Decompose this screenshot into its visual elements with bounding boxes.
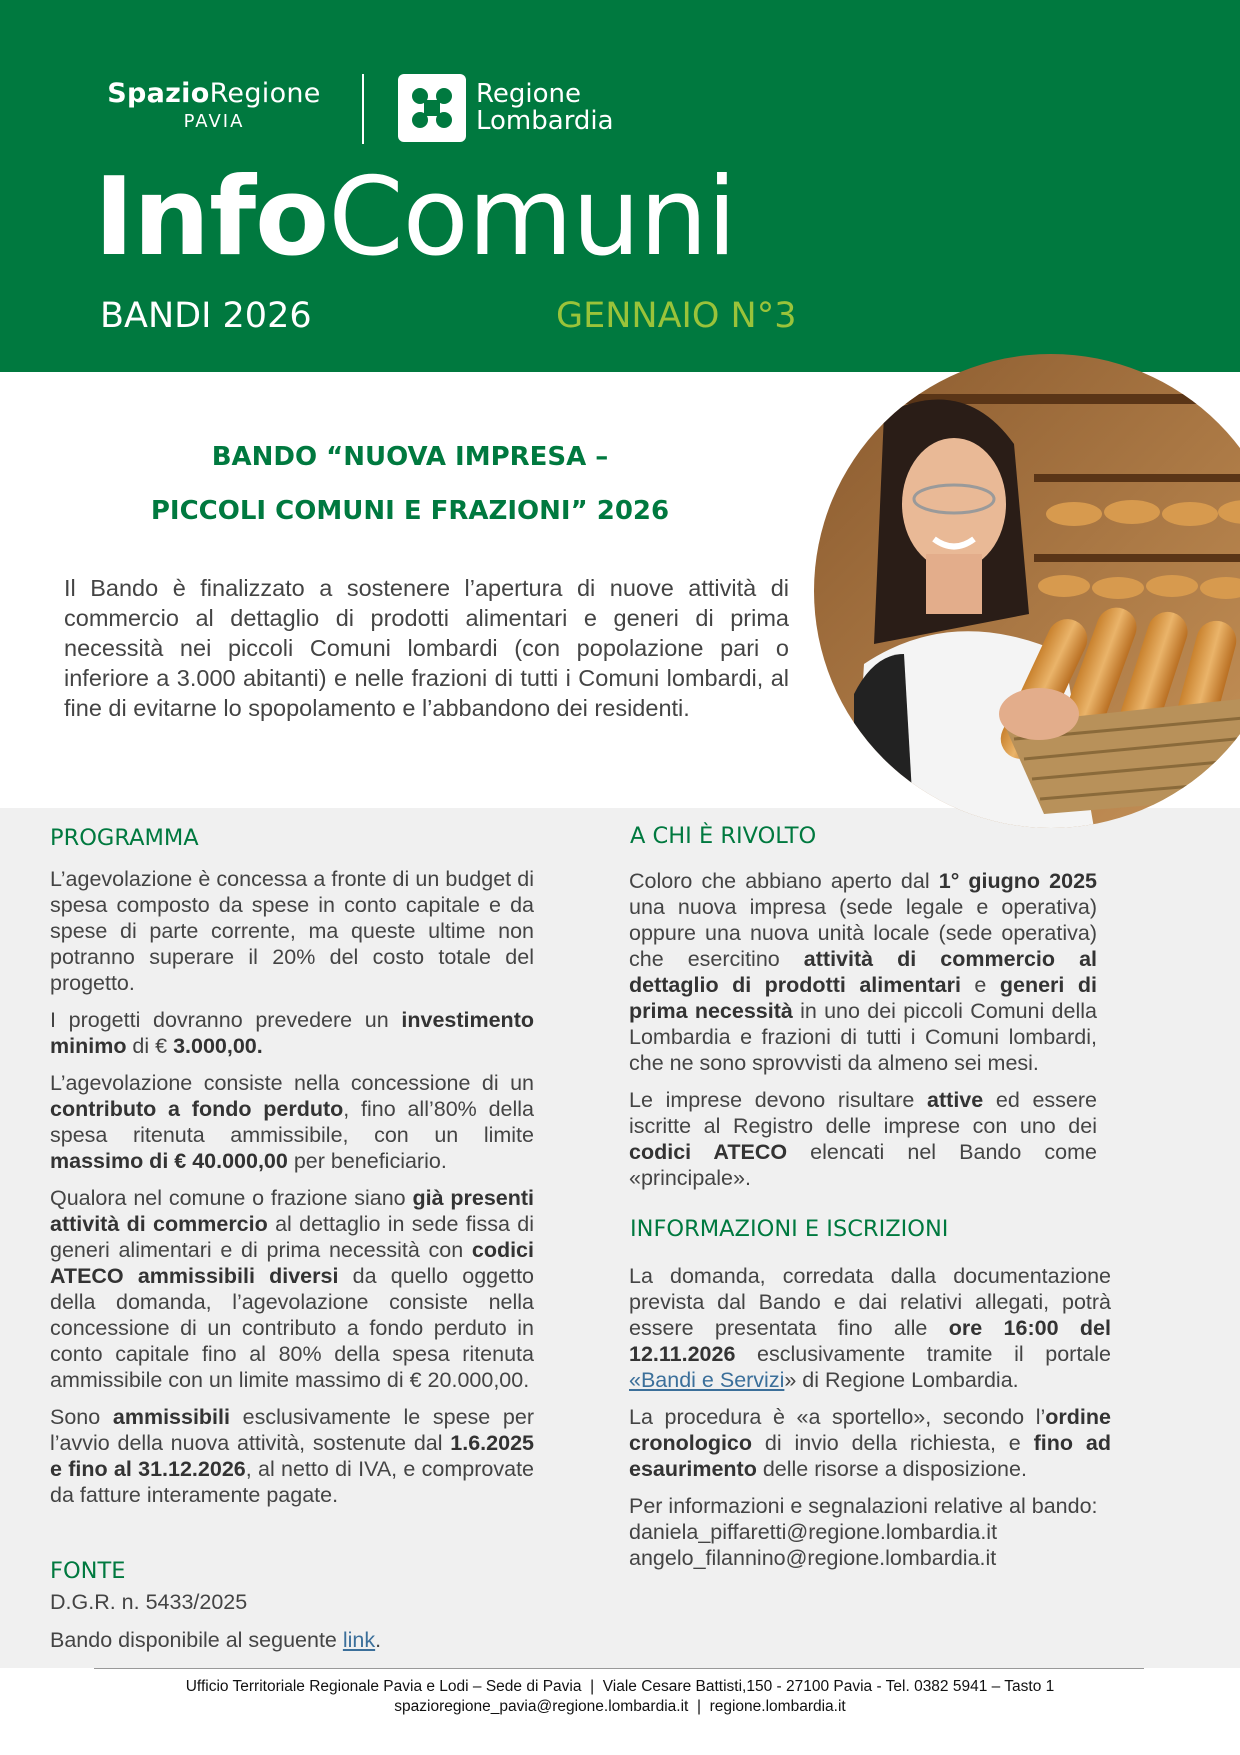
logo-region-line2: Lombardia [476, 106, 614, 136]
header-banner [0, 0, 1240, 372]
informazioni-p2: La procedura è «a sportello», secondo l’ordine cronologico di invio della richiesta, e fino ad esaurimento delle risorse a disposizione. [629, 1405, 1111, 1481]
programma-p5: Sono ammissibili esclusivamente le spese per l’avvio della nuova attività, sostenute dal 1.6.2025 e fino al 31.12.2026, al netto di IVA, e comprovate da fatture interamente pagate. [50, 1405, 534, 1507]
title-regular: Comuni [328, 155, 736, 280]
contact-email-2[interactable]: angelo_filannino@regione.lombardia.it [629, 1546, 997, 1570]
subtitle-right: GENNAIO N°3 [556, 296, 797, 336]
subtitle-left: BANDI 2026 [100, 296, 312, 336]
headline-line2: PICCOLI COMUNI E FRAZIONI” 2026 [150, 496, 670, 526]
fonte-link-line: Bando disponibile al seguente link. [50, 1628, 382, 1652]
informazioni-section [629, 1263, 1111, 1582]
programma-p4: Qualora nel comune o frazione siano già presenti attività di commercio al dettaglio in sede fissa di generi alimentari e di prima necessità con codici ATECO ammissibili diversi da quello oggetto della domanda, l’agevolazione consiste nella concessione di un contributo a fondo perduto in conto capitale fino al 80% della spesa ritenuta ammissibile con un limite massimo di € 20.000,00. [50, 1186, 534, 1392]
programma-p2: I progetti dovranno prevedere un investimento minimo di € 3.000,00. [50, 1008, 534, 1058]
page-title [94, 155, 736, 280]
informazioni-title: INFORMAZIONI E ISCRIZIONI [630, 1216, 949, 1242]
informazioni-contacts [629, 1493, 1111, 1571]
bandi-servizi-link[interactable]: «Bandi e Servizi [629, 1368, 785, 1392]
programma-title: PROGRAMMA [50, 825, 199, 851]
destinatari-p1: Coloro che abbiano aperto dal 1° giugno 2025 una nuova impresa (sede legale e operativa) oppure una nuova unità locale (sede operativa) che esercitino attività di commercio al dettaglio di prodotti alimentari e generi di prima necessità in uno dei piccoli Comuni della Lombardia e frazioni di tutti i Comuni lombardi, che ne sono sprovvisti da almeno sei mesi. [629, 869, 1097, 1075]
footer-address: Ufficio Territoriale Regionale Pavia e Lodi – Sede di Pavia | Viale Cesare Battisti,150 - 27100 Pavia - Tel. 0382 5941 – Tasto 1 [185, 1678, 1055, 1695]
bakery-photo [814, 354, 1240, 828]
title-bold: Info [94, 155, 329, 280]
regione-lombardia-emblem-icon [398, 74, 466, 142]
logo-divider [362, 74, 364, 144]
fonte-dgr: D.G.R. n. 5433/2025 [50, 1590, 248, 1614]
programma-p1: L’agevolazione è concessa a fronte di un budget di spesa composto da spese in conto capitale e da spese di parte corrente, ma queste ultime non potranno superare il 20% del costo totale del progetto. [50, 867, 534, 995]
destinatari-p2: Le imprese devono risultare attive ed essere iscritte al Registro delle imprese con uno dei codici ATECO elencati nel Bando come «principale». [629, 1088, 1097, 1190]
destinatari-title: A CHI È RIVOLTO [630, 823, 817, 849]
programma-p3: L’agevolazione consiste nella concessione di un contributo a fondo perduto, fino all’80% della spesa ritenuta ammissibile, con un limite massimo di € 40.000,00 per beneficiario. [50, 1071, 534, 1173]
contacts-intro: Per informazioni e segnalazioni relative al bando: [629, 1494, 1098, 1518]
logo-region-line1: Regione [476, 79, 582, 109]
logo-spazio-regular: Regione [209, 78, 321, 109]
bando-link[interactable]: link [342, 1628, 376, 1652]
informazioni-p1: La domanda, corredata dalla documentazione prevista dal Bando e dai relativi allegati, potrà essere presentata fino alle ore 16:00 del 12.11.2026 esclusivamente tramite il portale «Bandi e Servizi» di Regione Lombardia. [629, 1264, 1111, 1392]
intro-paragraph: Il Bando è finalizzato a sostenere l’apertura di nuove attività di commercio al dettaglio di prodotti alimentari e generi di prima necessità nei piccoli Comuni lombardi (con popolazione pari o inferiore a 3.000 abitanti) e nelle frazioni di tutti i Comuni lombardi, al fine di evitarne lo spopolamento e l’abbandono dei residenti. [64, 575, 789, 721]
footer [0, 1677, 1240, 1717]
regione-lombardia-logo [398, 74, 614, 142]
bando-headline [60, 430, 760, 538]
contact-email-1[interactable]: daniela_piffaretti@regione.lombardia.it [629, 1520, 998, 1544]
fonte-title: FONTE [50, 1558, 126, 1584]
footer-divider [94, 1668, 1144, 1669]
programma-section [50, 866, 534, 1519]
fonte-section [50, 1589, 534, 1664]
footer-contacts: spazioregione_pavia@regione.lombardia.it | regione.lombardia.it [394, 1698, 846, 1715]
destinatari-section [629, 868, 1097, 1202]
logo-spazio-bold: Spazio [107, 78, 210, 109]
spazio-regione-logo [96, 78, 332, 132]
headline-line1: BANDO “NUOVA IMPRESA – [211, 442, 609, 472]
logo-spazio-city: PAVIA [183, 111, 245, 132]
